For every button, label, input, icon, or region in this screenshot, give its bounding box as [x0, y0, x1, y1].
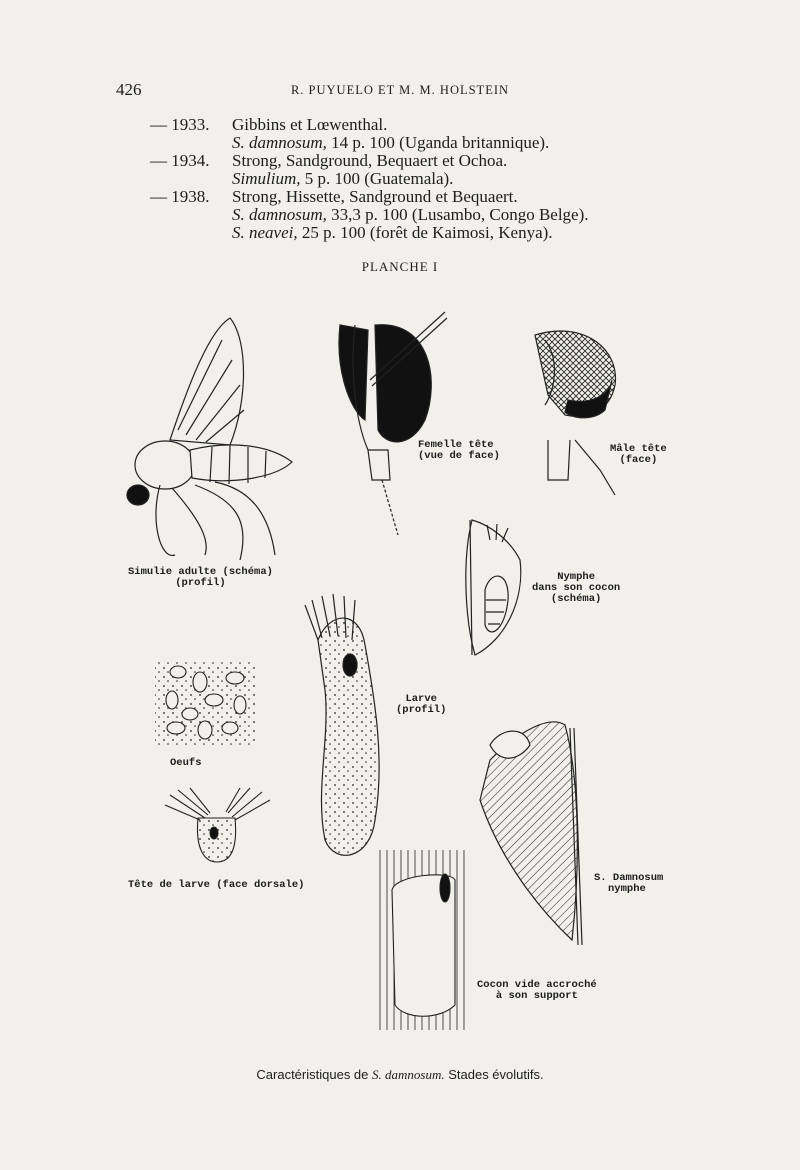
- label-line: (face): [619, 454, 658, 466]
- page-number: 426: [116, 80, 142, 99]
- label-larva: [396, 694, 446, 716]
- label-line: nymphe: [608, 883, 646, 895]
- caption-species: S. damnosum.: [372, 1067, 445, 1082]
- male-head-drawing: [535, 331, 615, 495]
- ref-year: — 1933.: [150, 115, 210, 134]
- ref-year: — 1934.: [150, 151, 210, 170]
- label-line: Larve: [405, 693, 437, 705]
- label-adult-fly: [128, 567, 273, 589]
- ref-species: Simulium,: [232, 169, 301, 188]
- ref-authors: Strong, Sandground, Bequaert et Ochoa.: [232, 151, 508, 170]
- caption-suffix: Stades évolutifs.: [444, 1067, 544, 1082]
- caption-prefix: Caractéristiques de: [256, 1067, 373, 1082]
- pupa-cocoon-drawing: [466, 520, 521, 655]
- label-empty-cocoon: [477, 980, 597, 1002]
- label-pupa-cocoon: [532, 572, 620, 605]
- label-larval-head: [128, 880, 304, 891]
- running-head: R. PUYUELO ET M. M. HOLSTEIN: [290, 83, 510, 97]
- female-head-drawing: [339, 312, 447, 535]
- label-female-head: [418, 440, 500, 462]
- label-line: dans son cocon: [532, 582, 621, 594]
- label-line: à son support: [495, 990, 578, 1002]
- label-line: Femelle tête: [418, 439, 494, 451]
- label-line: Simulie adulte (schéma): [128, 566, 273, 578]
- ref-text: 5 p. 100 (Guatemala).: [300, 169, 454, 188]
- label-line: (vue de face): [418, 450, 500, 462]
- label-line: (profil): [396, 704, 447, 716]
- eggs-drawing: [155, 660, 255, 745]
- ref-authors: Gibbins et Lœwenthal.: [232, 115, 388, 134]
- adult-fly-drawing: [127, 318, 292, 560]
- label-line: S. Damnosum: [594, 872, 664, 884]
- ref-text: 25 p. 100 (forêt de Kaimosi, Kenya).: [297, 223, 553, 242]
- ref-text: 33,3 p. 100 (Lusambo, Congo Belge).: [326, 205, 589, 224]
- label-line: Oeufs: [170, 757, 202, 769]
- larval-head-drawing: [165, 788, 270, 862]
- ref-text: 14 p. 100 (Uganda britannique).: [326, 133, 550, 152]
- label-line: (profil): [175, 577, 226, 589]
- ref-species: S. damnosum,: [232, 205, 327, 224]
- label-line: Nymphe: [557, 571, 596, 583]
- empty-cocoon-drawing: [380, 850, 464, 1030]
- ref-year: — 1938.: [150, 187, 210, 206]
- label-damnosum-pupa: [594, 873, 663, 895]
- figure-caption: [0, 1067, 800, 1083]
- ref-species: S. damnosum,: [232, 133, 327, 152]
- label-line: Mâle tête: [610, 443, 667, 455]
- label-line: (schéma): [550, 593, 602, 605]
- label-eggs: [170, 758, 202, 769]
- ref-authors: Strong, Hissette, Sandground et Bequaert.: [232, 187, 518, 206]
- plate-title: PLANCHE I: [361, 259, 439, 274]
- larva-drawing: [305, 594, 379, 855]
- label-line: Cocon vide accroché: [477, 979, 597, 991]
- label-male-head: [610, 444, 667, 466]
- label-line: Tête de larve (face dorsale): [128, 879, 305, 891]
- ref-species: S. neavei,: [232, 223, 298, 242]
- damnosum-pupa-drawing: [480, 722, 582, 945]
